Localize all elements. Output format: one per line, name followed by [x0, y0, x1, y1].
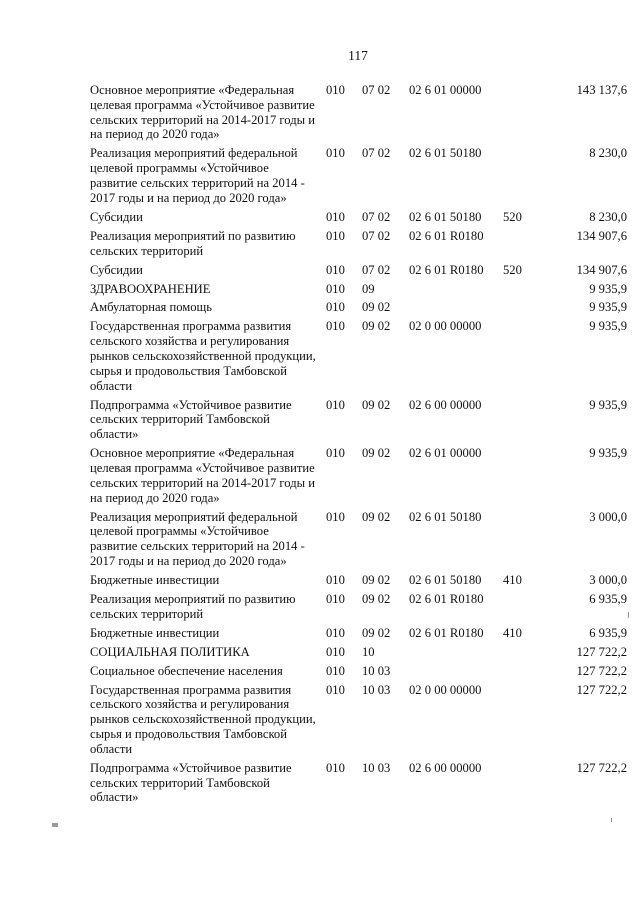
budget-table [90, 83, 627, 809]
cell-vr [503, 282, 532, 301]
cell-csr: 02 6 01 R0180 [409, 228, 484, 243]
cell-rzpr: 07 02 [362, 209, 391, 224]
cell-rzpr: 07 02 [362, 146, 391, 161]
cell-desc: Реализация мероприятий федеральной целевой программы «Устойчивое развитие сельских территорий на 2014 - 2017 годы и на период до 2020 года» [90, 146, 305, 205]
cell-rzpr: 10 03 [362, 663, 391, 678]
cell-desc: Государственная программа развития сельского хозяйства и регулирования рынков сельскохозяйственной продукции, сырья и продовольствия Тамбовской области [90, 319, 316, 393]
cell-rzpr: 09 02 [362, 300, 391, 315]
cell-desc: Основное мероприятие «Федеральная целевая программа «Устойчивое развитие сельских территорий на 2014-2017 годы и на период до 2020 года» [90, 83, 315, 142]
cell-rzpr: 09 02 [362, 397, 391, 412]
cell-sum: 3 000,0 [589, 572, 627, 587]
cell-desc: Субсидии [90, 262, 143, 277]
cell-adm: 010 [326, 281, 345, 296]
cell-desc: Социальное обеспечение населения [90, 663, 283, 678]
table-row [90, 300, 627, 319]
cell-rzpr: 09 02 [362, 319, 391, 334]
cell-csr: 02 6 01 R0180 [409, 625, 484, 640]
cell-csr: 02 6 01 50180 [409, 509, 482, 524]
cell-csr: 02 6 01 50180 [409, 146, 482, 161]
table-row [90, 319, 627, 397]
cell-csr: 02 6 01 50180 [409, 209, 482, 224]
cell-csr: 02 6 00 00000 [409, 760, 482, 775]
scan-mark [628, 612, 629, 618]
cell-sum: 134 907,6 [576, 228, 627, 243]
cell-desc: Основное мероприятие «Федеральная целевая программа «Устойчивое развитие сельских территорий на 2014-2017 годы и на период до 2020 года» [90, 446, 315, 505]
cell-vr [503, 229, 532, 263]
table-row [90, 761, 627, 810]
cell-desc: Амбулаторная помощь [90, 300, 212, 315]
cell-sum: 127 722,2 [576, 663, 627, 678]
cell-rzpr: 10 03 [362, 682, 391, 697]
cell-sum: 6 935,9 [589, 625, 627, 640]
cell-sum: 127 722,2 [576, 644, 627, 659]
cell-adm: 010 [326, 262, 345, 277]
table-row [90, 446, 627, 509]
cell-csr [409, 300, 503, 319]
table-row [90, 282, 627, 301]
cell-vr [503, 761, 532, 810]
cell-adm: 010 [326, 300, 345, 315]
cell-sum: 8 230,0 [589, 146, 627, 161]
cell-adm: 010 [326, 644, 345, 659]
cell-csr: 02 6 01 00000 [409, 446, 482, 461]
cell-vr [503, 83, 532, 146]
cell-sum: 9 935,9 [589, 300, 627, 315]
cell-csr [409, 645, 503, 664]
table-row [90, 592, 627, 626]
table-row [90, 626, 627, 645]
cell-vr [503, 446, 532, 509]
cell-adm: 010 [326, 446, 345, 461]
cell-rzpr: 09 02 [362, 591, 391, 606]
cell-vr [503, 510, 532, 573]
cell-csr: 02 6 01 R0180 [409, 262, 484, 277]
cell-vr [503, 664, 532, 683]
cell-csr [409, 664, 503, 683]
cell-desc: Реализация мероприятий федеральной целевой программы «Устойчивое развитие сельских территорий на 2014 - 2017 годы и на период до 2020 года» [90, 509, 305, 568]
table-row [90, 398, 627, 447]
cell-desc: Бюджетные инвестиции [90, 572, 220, 587]
cell-vr [503, 146, 532, 209]
scan-mark [611, 818, 612, 822]
cell-desc: ЗДРАВООХРАНЕНИЕ [90, 281, 211, 296]
cell-vr: 410 [503, 625, 522, 640]
cell-adm: 010 [326, 509, 345, 524]
cell-sum: 143 137,6 [576, 83, 627, 97]
cell-sum: 9 935,9 [589, 397, 627, 412]
cell-rzpr: 09 [362, 281, 375, 296]
cell-adm: 010 [326, 591, 345, 606]
cell-rzpr: 09 02 [362, 446, 391, 461]
cell-desc: СОЦИАЛЬНАЯ ПОЛИТИКА [90, 644, 250, 659]
cell-vr [503, 300, 532, 319]
table-row [90, 645, 627, 664]
table-row [90, 210, 627, 229]
cell-sum: 134 907,6 [576, 262, 627, 277]
cell-adm: 010 [326, 146, 345, 161]
scan-mark [52, 823, 58, 827]
cell-adm: 010 [326, 319, 345, 334]
cell-sum: 6 935,9 [589, 591, 627, 606]
cell-rzpr: 09 02 [362, 572, 391, 587]
cell-sum: 127 722,2 [576, 760, 627, 775]
cell-csr: 02 0 00 00000 [409, 319, 482, 334]
cell-csr: 02 6 01 R0180 [409, 591, 484, 606]
cell-rzpr: 10 03 [362, 760, 391, 775]
cell-desc: Субсидии [90, 209, 143, 224]
cell-vr [503, 592, 532, 626]
cell-sum: 9 935,9 [589, 319, 627, 334]
cell-adm: 010 [326, 625, 345, 640]
cell-rzpr: 09 02 [362, 625, 391, 640]
cell-vr [503, 398, 532, 447]
cell-desc: Подпрограмма «Устойчивое развитие сельских территорий Тамбовской области» [90, 397, 292, 442]
table-row [90, 573, 627, 592]
table-row [90, 146, 627, 209]
cell-adm: 010 [326, 228, 345, 243]
cell-vr: 520 [503, 209, 522, 224]
cell-adm: 010 [326, 682, 345, 697]
cell-desc: Подпрограмма «Устойчивое развитие сельских территорий Тамбовской области» [90, 760, 292, 805]
cell-rzpr: 07 02 [362, 83, 391, 97]
cell-adm: 010 [326, 760, 345, 775]
cell-sum: 127 722,2 [576, 682, 627, 697]
cell-csr: 02 0 00 00000 [409, 682, 482, 697]
cell-adm: 010 [326, 209, 345, 224]
cell-desc: Бюджетные инвестиции [90, 625, 220, 640]
cell-csr: 02 6 00 00000 [409, 397, 482, 412]
table-row [90, 683, 627, 761]
cell-vr: 410 [503, 572, 522, 587]
cell-csr: 02 6 01 50180 [409, 572, 482, 587]
cell-desc: Государственная программа развития сельского хозяйства и регулирования рынков сельскохозяйственной продукции, сырья и продовольствия Тамбовской области [90, 682, 316, 756]
cell-rzpr: 07 02 [362, 228, 391, 243]
cell-adm: 010 [326, 663, 345, 678]
cell-rzpr: 10 [362, 644, 375, 659]
cell-vr [503, 683, 532, 761]
cell-sum: 8 230,0 [589, 209, 627, 224]
table-row [90, 263, 627, 282]
cell-csr: 02 6 01 00000 [409, 83, 482, 97]
cell-rzpr: 07 02 [362, 262, 391, 277]
cell-desc: Реализация мероприятий по развитию сельских территорий [90, 591, 296, 621]
cell-vr [503, 645, 532, 664]
cell-adm: 010 [326, 83, 345, 97]
cell-adm: 010 [326, 397, 345, 412]
table-row [90, 510, 627, 573]
cell-sum: 9 935,9 [589, 281, 627, 296]
cell-desc: Реализация мероприятий по развитию сельских территорий [90, 228, 296, 258]
cell-sum: 9 935,9 [589, 446, 627, 461]
table-row [90, 229, 627, 263]
page-number: 117 [348, 48, 368, 63]
table-row [90, 83, 627, 146]
table-row [90, 664, 627, 683]
cell-sum: 3 000,0 [589, 509, 627, 524]
cell-vr: 520 [503, 262, 522, 277]
cell-csr [409, 282, 503, 301]
cell-rzpr: 09 02 [362, 509, 391, 524]
cell-adm: 010 [326, 572, 345, 587]
cell-vr [503, 319, 532, 397]
